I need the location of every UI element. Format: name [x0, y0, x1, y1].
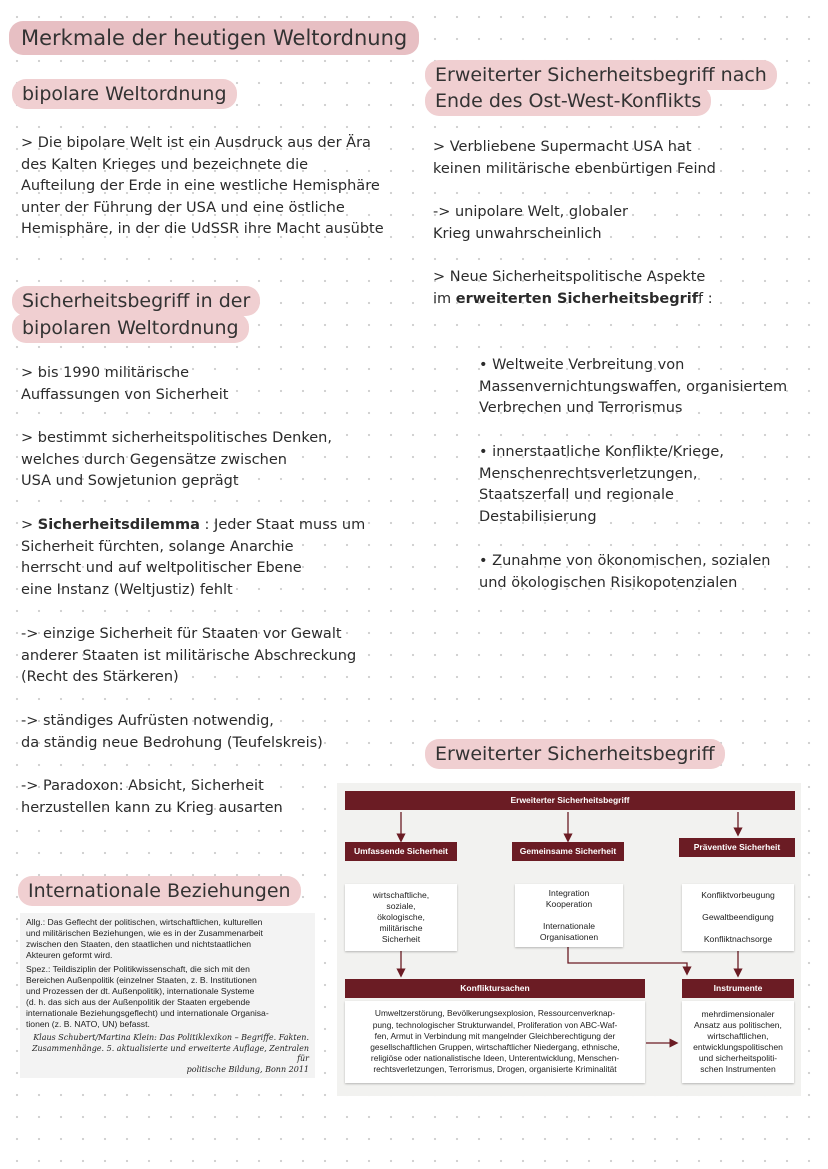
sicherheit-p6: -> Paradoxon: Absicht, Sicherheit herzustellen kann zu Krieg ausarten: [21, 778, 283, 816]
heading-diagram: Erweiterter Sicherheitsbegriff: [425, 739, 725, 769]
quote-spez: Spez.: Teildisziplin der Politikwissenschaft, die sich mit den Bereichen Außenpolitik (einzelner Staaten, z. B. Institutionen und Prozessen der dt. Außenpolitik), internationale Systeme (d. h. das sich aus der Außenpolitik der Staaten ergebende internationale Beziehungsgeflecht) und internationale Organisa- tionen (z. B. NATO, UN) befasst.: [26, 964, 269, 1029]
erweiterter-begriff-term: erweiterten Sicherheitsbegrif: [455, 290, 699, 307]
heading-bipolar: bipolare Weltordnung: [12, 79, 237, 109]
col-umfassende-title: Umfassende Sicherheit: [345, 842, 457, 861]
sicherheit-p3-prefix: >: [21, 517, 38, 533]
sicherheit-p3: [21, 515, 365, 601]
definition-quote-box: [20, 913, 315, 1078]
erweitert-p1: > Verbliebene Supermacht USA hat keinen militärische ebenbürtigen Feind: [433, 139, 716, 177]
erweitert-p3-prefix: im: [433, 290, 456, 307]
diagram-top-bar: Erweiterter Sicherheitsbegriff: [345, 791, 795, 810]
col-gemeinsame-box: Integration Kooperation Internationale Organisationen: [515, 884, 623, 947]
konfliktursachen-box: Umweltzerstörung, Bevölkerungsexplosion, Ressourcenverknap- pung, technologischer Strukturwandel, Proliferation von ABC-Waf- fen, Armut in Verbindung mit mangelnder Gleichberechtigung der gesellschaftlichen Gruppen, wirtschaftlicher Niedergang, ethnische, religiöse oder nationalistische Ideen, Unterentwicklung, Menschen- rechtsverletzungen, Terrorismus, Drogen, organisierte Kriminalität: [345, 1001, 645, 1083]
sicherheit-p2: > bestimmt sicherheitspolitisches Denken, welches durch Gegensätze zwischen USA und Sowjetunion geprägt: [21, 430, 332, 490]
instrumente-title: Instrumente: [682, 979, 794, 998]
sicherheit-p1: > bis 1990 militärische Auffassungen von Sicherheit: [21, 365, 229, 403]
heading-sicherheit-line2: bipolaren Weltordnung: [12, 313, 249, 343]
instrumente-box: mehrdimensionaler Ansatz aus politischen, wirtschaftlichen, entwicklungspolitischen und sicherheitspoliti- schen Instrumenten: [682, 1001, 794, 1083]
bipolar-text: > Die bipolare Welt ist ein Ausdruck aus der Ära des Kalten Krieges und bezeichnete die Aufteilung der Erde in eine westliche Hemisphäre unter der Führung der USA und eine östliche Hemisphäre, in der die UdSSR ihre Macht ausübte: [21, 135, 384, 238]
col-praeventive-box: Konfliktvorbeugung Gewaltbeendigung Konfliktnachsorge: [682, 884, 794, 951]
col-umfassende-box: wirtschaftliche, soziale, ökologische, militärische Sicherheit: [345, 884, 457, 951]
erweitert-p3-line1: > Neue Sicherheitspolitische Aspekte: [433, 269, 706, 285]
erweitert-p3-rest: f :: [698, 290, 713, 307]
bullet-item: • Zunahme von ökonomischen, sozialen und ökologischen Risikopotenzialen: [479, 553, 771, 591]
sicherheit-p4: -> einzige Sicherheit für Staaten vor Gewalt anderer Staaten ist militärische Abschreckung (Recht des Stärkeren): [21, 626, 357, 686]
quote-allg: Allg.: Das Geflecht der politischen, wirtschaftlichen, kulturellen und militärischen Beziehungen, wie es in der Zusammenarbeit zwischen den Staaten, den staatlichen und nichtstaatlichen Akteuren geformt wird.: [26, 917, 263, 960]
erweitert-p3: [433, 267, 713, 310]
heading-internationale-beziehungen: Internationale Beziehungen: [18, 876, 301, 906]
konfliktursachen-title: Konfliktursachen: [345, 979, 645, 998]
heading-erweitert-line1: Erweiterter Sicherheitsbegriff nach: [425, 60, 777, 90]
sicherheit-p5: -> ständiges Aufrüsten notwendig, da ständig neue Bedrohung (Teufelskreis): [21, 713, 323, 751]
sicherheitsbegriff-diagram: [337, 783, 801, 1096]
quote-citation: Klaus Schubert/Martina Klein: Das Politiklexikon – Begriffe. Fakten. Zusammenhänge. 5. aktualisierte und erweiterte Auflage, Zentralen für politische Bildung, Bonn 2011: [31, 1033, 309, 1074]
heading-erweitert-line2: Ende des Ost-West-Konflikts: [425, 86, 711, 116]
erweitert-p2: -> unipolare Welt, globaler Krieg unwahrscheinlich: [433, 204, 629, 242]
col-gemeinsame-title: Gemeinsame Sicherheit: [512, 842, 624, 861]
sicherheitsdilemma-term: Sicherheitsdilemma: [37, 517, 200, 533]
bullet-item: • innerstaatliche Konflikte/Kriege, Menschenrechtsverletzungen, Staatszerfall und regionale Destabilisierung: [479, 444, 724, 525]
page-title: Merkmale der heutigen Weltordnung: [9, 21, 419, 55]
col-praeventive-title: Präventive Sicherheit: [679, 838, 795, 857]
heading-sicherheit-line1: Sicherheitsbegriff in der: [12, 286, 260, 316]
sicherheit-p3-rest: : Jeder Staat muss um Sicherheit fürchten, solange Anarchie herrscht und auf weltpolitischer Ebene eine Instanz (Weltjustiz) fehlt: [21, 517, 366, 598]
bullet-item: • Weltweite Verbreitung von Massenvernichtungswaffen, organisiertem Verbrechen und Terrorismus: [479, 357, 788, 417]
